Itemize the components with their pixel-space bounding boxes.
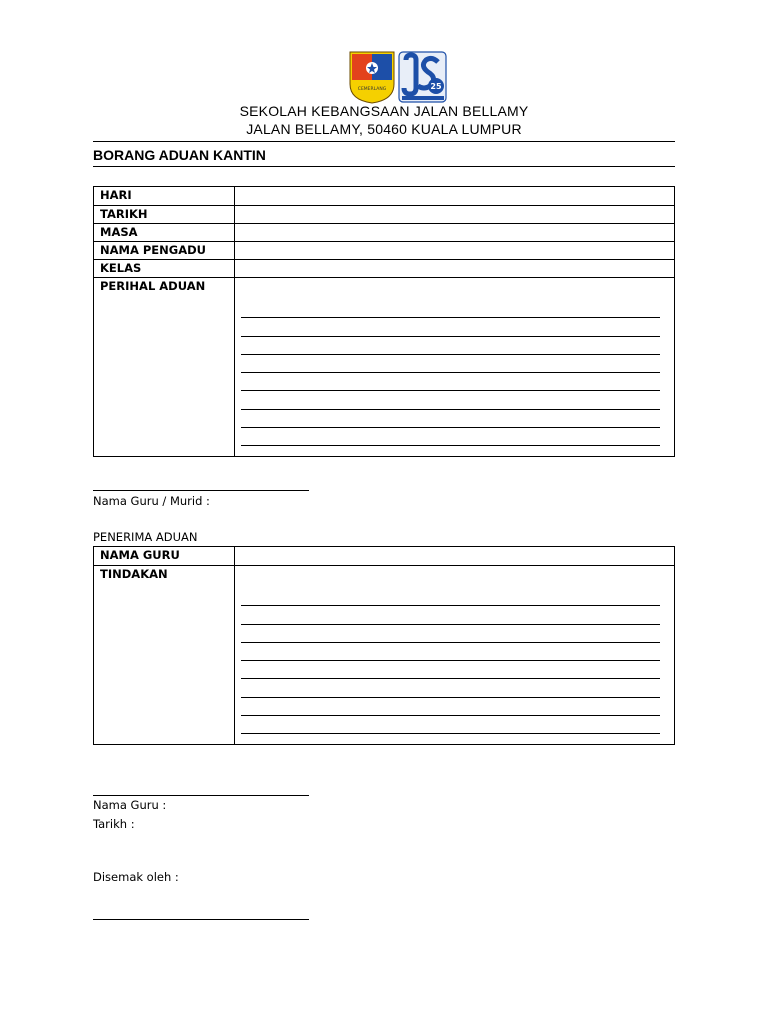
field-input-hari[interactable] <box>235 187 675 206</box>
crest-motto: CEMERLANG <box>357 87 387 92</box>
checked-by-label: Disemak oleh : <box>93 870 179 884</box>
field-input-nama-guru[interactable] <box>235 547 675 566</box>
title-divider <box>93 166 675 167</box>
field-label-nama-pengadu: NAMA PENGADU <box>94 242 235 260</box>
action-details-area[interactable] <box>235 566 675 745</box>
receiver-date-label: Tarikh : <box>93 817 135 831</box>
table-row <box>94 547 675 566</box>
field-input-masa[interactable] <box>235 224 675 242</box>
field-label-hari: HARI <box>94 187 235 206</box>
writing-lines <box>235 566 674 744</box>
receiver-table <box>93 546 675 745</box>
table-row <box>94 278 675 457</box>
table-row <box>94 260 675 278</box>
form-title: BORANG ADUAN KANTIN <box>93 147 266 163</box>
table-row <box>94 187 675 206</box>
receiver-name-label: Nama Guru : <box>93 798 167 812</box>
header-divider <box>93 141 675 142</box>
field-input-nama-pengadu[interactable] <box>235 242 675 260</box>
school-logos <box>346 50 448 104</box>
school-address: JALAN BELLAMY, 50460 KUALA LUMPUR <box>246 121 522 137</box>
table-row <box>94 566 675 745</box>
field-label-tindakan: TINDAKAN <box>94 566 235 745</box>
school-crest-logo <box>346 50 448 104</box>
complaint-details-area[interactable] <box>235 278 675 457</box>
table-row <box>94 242 675 260</box>
receiver-section-heading: PENERIMA ADUAN <box>93 530 198 544</box>
receiver-signature-line[interactable] <box>93 795 309 796</box>
writing-lines <box>235 278 674 456</box>
field-label-masa: MASA <box>94 224 235 242</box>
field-input-tarikh[interactable] <box>235 206 675 224</box>
school-name: SEKOLAH KEBANGSAAN JALAN BELLAMY <box>239 103 529 119</box>
field-label-kelas: KELAS <box>94 260 235 278</box>
complaint-table <box>93 186 675 457</box>
field-label-perihal-aduan: PERIHAL ADUAN <box>94 278 235 457</box>
complainant-name-label: Nama Guru / Murid : <box>93 494 210 508</box>
checked-by-signature-line[interactable] <box>93 919 309 920</box>
table-row <box>94 224 675 242</box>
anniversary-badge: 25 <box>430 82 442 91</box>
field-label-tarikh: TARIKH <box>94 206 235 224</box>
field-input-kelas[interactable] <box>235 260 675 278</box>
complainant-signature-line[interactable] <box>93 490 309 491</box>
table-row <box>94 206 675 224</box>
field-label-nama-guru: NAMA GURU <box>94 547 235 566</box>
